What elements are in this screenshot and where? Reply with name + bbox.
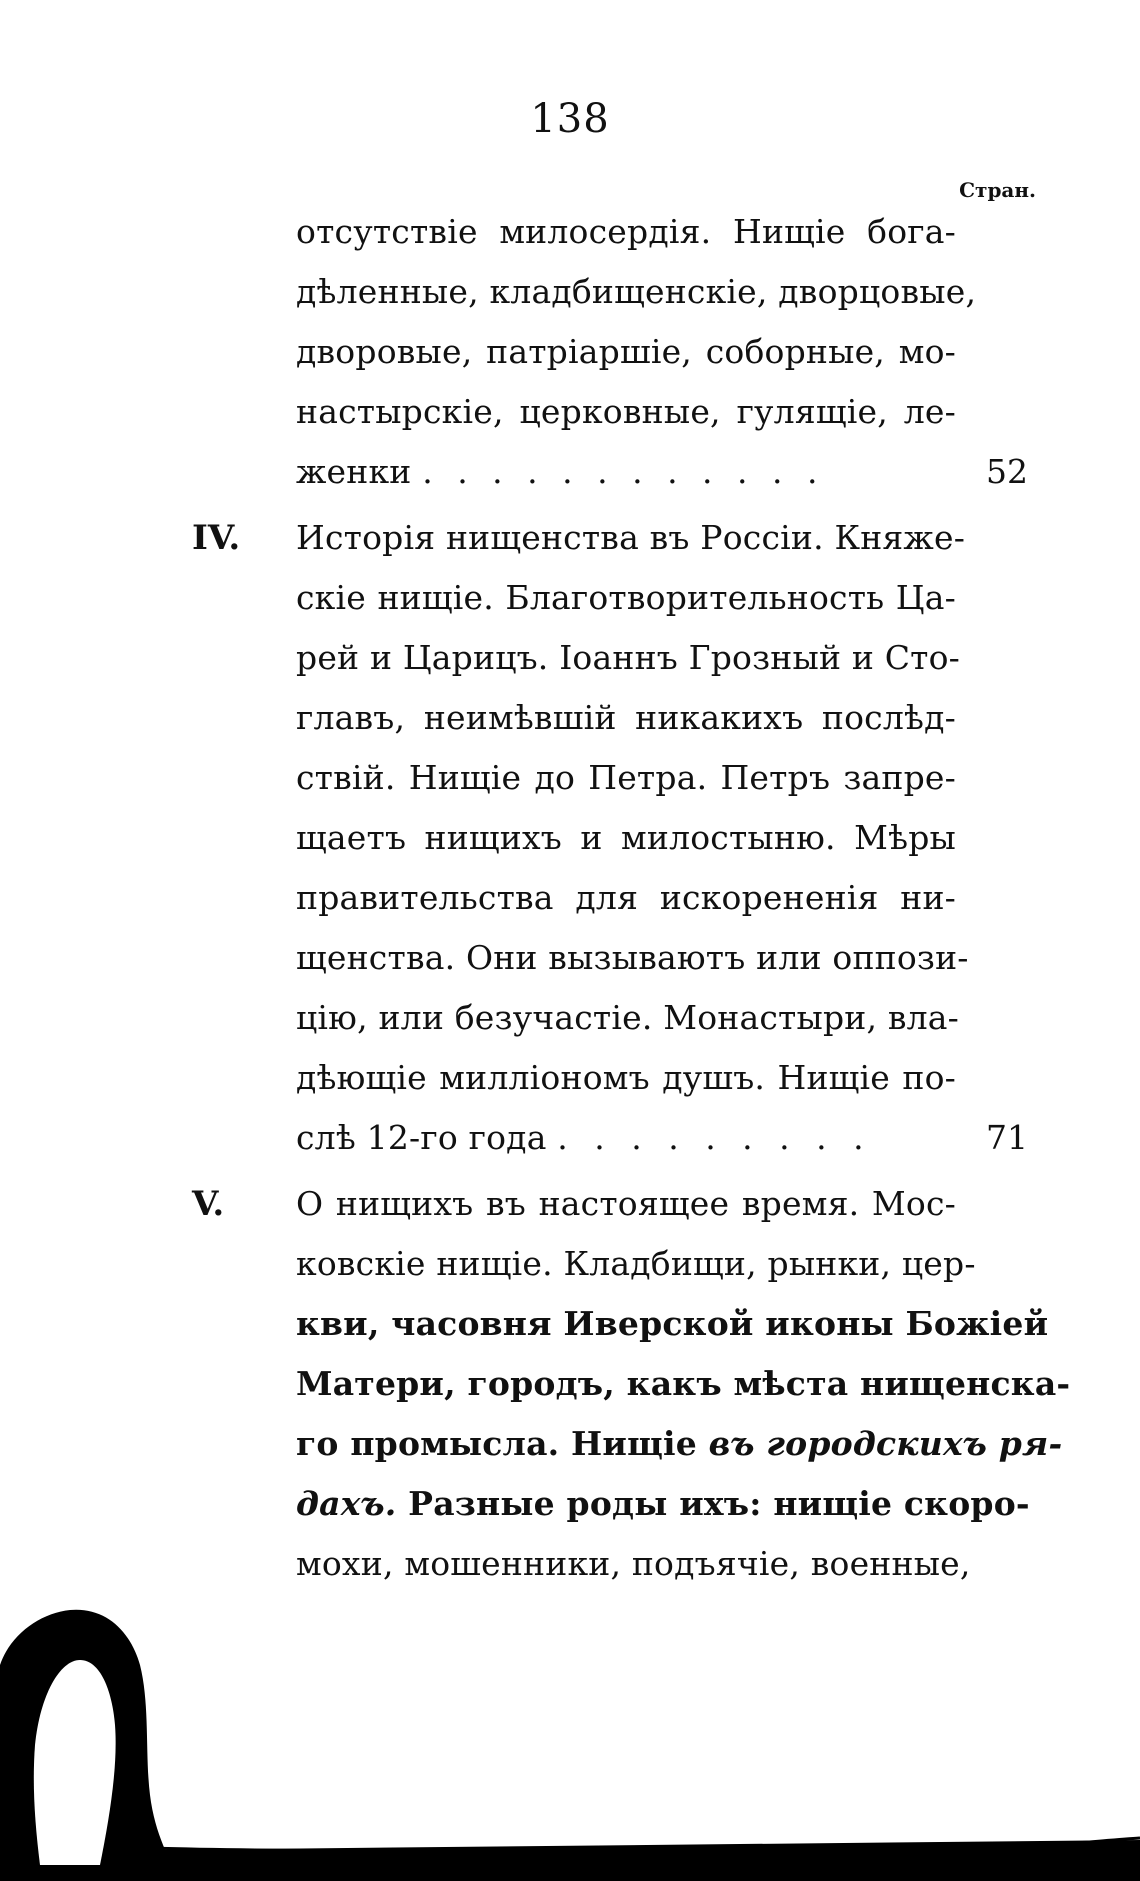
last-line-text: слѣ 12-го года: [296, 1118, 547, 1157]
text-line-mixed: [296, 1424, 1063, 1464]
page-ref: 52: [986, 452, 1028, 491]
chapter-numeral: V.: [192, 1184, 225, 1224]
text-line: правительства для искорененія ни-: [296, 878, 956, 917]
page-ref: 71: [986, 1118, 1028, 1157]
chapter-numeral: IV.: [192, 518, 241, 558]
text-line: главъ, неимѣвшій никакихъ послѣд-: [296, 698, 956, 737]
text-line: О нищихъ въ настоящее время. Мос-: [296, 1184, 956, 1223]
text-line-mixed: [296, 1484, 1030, 1524]
dot-leader: . . . . . . . . .: [557, 1118, 872, 1157]
text-line: ствій. Нищіе до Петра. Петръ запре-: [296, 758, 956, 797]
page-number: 138: [530, 96, 610, 142]
text-line: настырскіе, церковные, гулящіе, ле-: [296, 392, 956, 431]
text-span: го промысла. Нищіе: [296, 1424, 709, 1463]
text-line: Исторія нищенства въ Россіи. Княже-: [296, 518, 966, 557]
last-line-text: женки: [296, 452, 412, 491]
text-line: мохи, мошенники, подъячіе, военные,: [296, 1544, 971, 1583]
text-line: дѣющіе милліономъ душъ. Нищіе по-: [296, 1058, 956, 1097]
text-line: отсутствіе милосердія. Нищіе бога-: [296, 212, 956, 251]
text-line: дворовые, патріаршіе, соборные, мо-: [296, 332, 956, 371]
text-line: щенства. Они вызываютъ или оппози-: [296, 938, 969, 977]
italic-span: въ городскихъ ря-: [708, 1424, 1063, 1463]
text-line: кви, часовня Иверской иконы Божіей: [296, 1304, 1049, 1343]
scan-bottom-band: [150, 1820, 1140, 1881]
text-line: рей и Царицъ. Іоаннъ Грозный и Сто-: [296, 638, 961, 677]
text-line: дѣленные, кладбищенскіе, дворцовые,: [296, 272, 977, 311]
text-line-last: [296, 452, 956, 492]
text-line: цію, или безучастіе. Монастыри, вла-: [296, 998, 960, 1037]
text-line: ковскіе нищіе. Кладбищи, рынки, цер-: [296, 1244, 976, 1283]
dot-leader: . . . . . . . . . . . .: [422, 452, 825, 491]
text-line: Матери, городъ, какъ мѣста нищенска-: [296, 1364, 1071, 1403]
text-line: щаетъ нищихъ и милостыню. Мѣры: [296, 818, 956, 857]
text-line: скіе нищіе. Благотворительность Ца-: [296, 578, 956, 617]
text-line-last: [296, 1118, 956, 1158]
italic-span: дахъ.: [296, 1484, 397, 1523]
page-column-header: Стран.: [959, 178, 1036, 202]
text-span: Разные роды ихъ: нищіе скоро-: [396, 1484, 1030, 1523]
